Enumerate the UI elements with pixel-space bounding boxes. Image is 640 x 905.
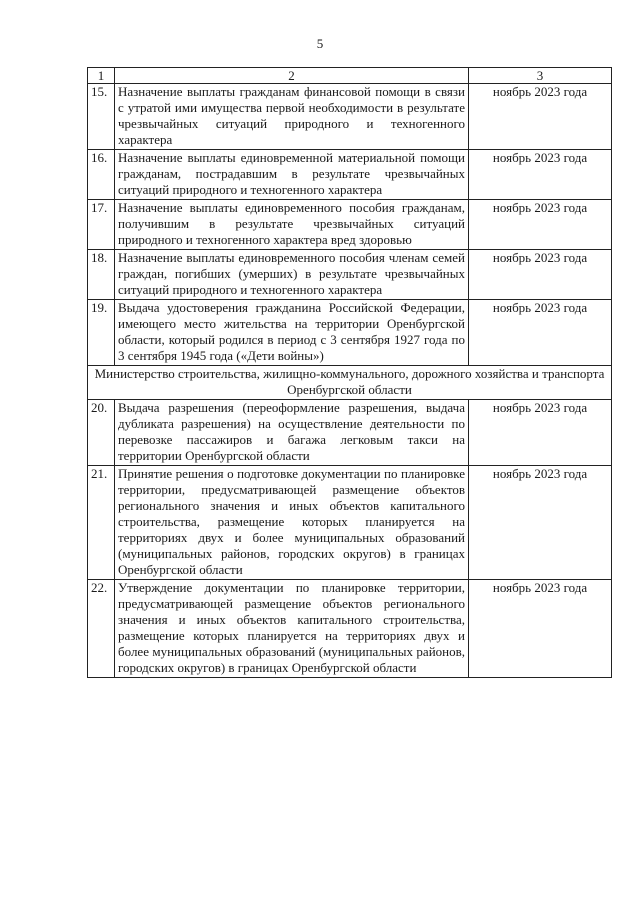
row-term: ноябрь 2023 года — [469, 250, 612, 300]
row-term: ноябрь 2023 года — [469, 84, 612, 150]
row-number: 20. — [88, 400, 115, 466]
table-row — [88, 400, 612, 466]
row-number: 15. — [88, 84, 115, 150]
document-table — [87, 67, 612, 678]
row-term: ноябрь 2023 года — [469, 466, 612, 580]
row-number: 22. — [88, 580, 115, 678]
table-header-row — [88, 68, 612, 84]
row-description: Назначение выплаты гражданам финансовой помощи в связи с утратой ими имущества первой необходимости в результате чрезвычайных ситуаций природного и техногенного характера — [115, 84, 469, 150]
row-description: Утверждение документации по планировке территории, предусматривающей размещение объектов регионального значения и иных объектов капитального строительства, размещение которых планируется на территориях двух и более муниципальных образований (муниципальных районов, городских округов) в границах Оренбургской области — [115, 580, 469, 678]
row-description: Назначение выплаты единовременного пособия гражданам, получившим в результате чрезвычайных ситуаций природного и техногенного характера вред здоровью — [115, 200, 469, 250]
page-number: 5 — [316, 36, 324, 51]
row-description: Назначение выплаты единовременной материальной помощи гражданам, пострадавшим в результате чрезвычайных ситуаций природного и техногенного характера — [115, 150, 469, 200]
row-term: ноябрь 2023 года — [469, 580, 612, 678]
table-row — [88, 150, 612, 200]
section-heading: Министерство строительства, жилищно-коммунального, дорожного хозяйства и транспорта Оренбургской области — [88, 366, 612, 400]
row-description: Выдача разрешения (переоформление разрешения, выдача дубликата разрешения) на осуществление деятельности по перевозке пассажиров и багажа легковым такси на территории Оренбургской области — [115, 400, 469, 466]
row-term: ноябрь 2023 года — [469, 200, 612, 250]
table-row — [88, 300, 612, 366]
table-row — [88, 466, 612, 580]
header-col-2: 2 — [115, 68, 469, 84]
header-col-3: 3 — [469, 68, 612, 84]
row-description: Выдача удостоверения гражданина Российской Федерации, имеющего место жительства на территории Оренбургской области, который родился в период с 3 сентября 1927 года по 3 сентября 1945 года («Дети войны») — [115, 300, 469, 366]
row-term: ноябрь 2023 года — [469, 400, 612, 466]
table-row — [88, 200, 612, 250]
row-description: Принятие решения о подготовке документации по планировке территории, предусматривающей размещение объектов регионального значения и иных объектов капитального строительства, размещение которых планируется на территориях двух и более муниципальных образований (муниципальных районов, городских округов) в границах Оренбургской области — [115, 466, 469, 580]
row-number: 17. — [88, 200, 115, 250]
table-row — [88, 580, 612, 678]
header-col-1: 1 — [88, 68, 115, 84]
row-number: 16. — [88, 150, 115, 200]
table-row — [88, 84, 612, 150]
row-description: Назначение выплаты единовременного пособия членам семей граждан, погибших (умерших) в результате чрезвычайных ситуаций природного и техногенного характера — [115, 250, 469, 300]
row-term: ноябрь 2023 года — [469, 150, 612, 200]
section-row — [88, 366, 612, 400]
table-row — [88, 250, 612, 300]
row-number: 21. — [88, 466, 115, 580]
row-number: 18. — [88, 250, 115, 300]
row-term: ноябрь 2023 года — [469, 300, 612, 366]
row-number: 19. — [88, 300, 115, 366]
